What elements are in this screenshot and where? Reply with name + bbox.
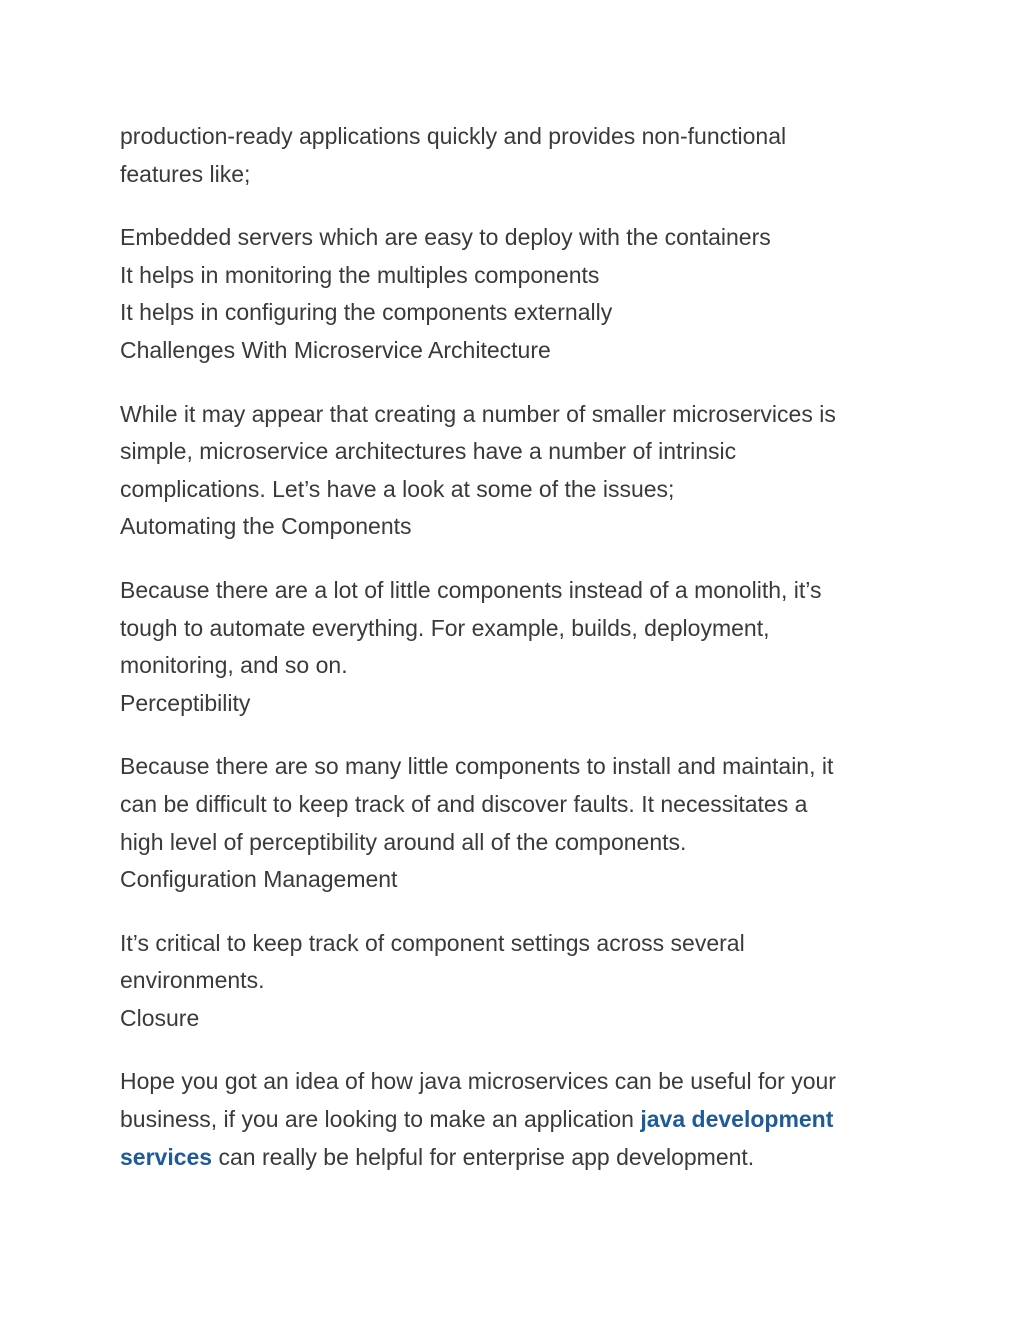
- configuration-paragraph: [120, 925, 910, 1038]
- section-heading-closure: Closure: [120, 1004, 200, 1031]
- configuration-line-2: environments.: [120, 967, 265, 994]
- closure-paragraph: [120, 1063, 910, 1176]
- closure-line-3: [120, 1139, 910, 1177]
- closure-line-2: [120, 1101, 910, 1139]
- intro-line-2: features like;: [120, 160, 251, 187]
- java-development-services-link[interactable]: java development: [640, 1106, 834, 1133]
- automating-line-2: tough to automate everything. For example, builds, deployment,: [120, 614, 770, 641]
- closure-line-2-text: business, if you are looking to make an application: [120, 1106, 641, 1133]
- feature-item: It helps in monitoring the multiples components: [120, 261, 600, 288]
- challenges-line-2: simple, microservice architectures have a number of intrinsic: [120, 438, 737, 465]
- closure-line-1: Hope you got an idea of how java microservices can be useful for your: [120, 1068, 836, 1095]
- document-page: [120, 118, 910, 1202]
- section-heading-perceptibility: Perceptibility: [120, 689, 251, 716]
- automating-line-3: monitoring, and so on.: [120, 652, 348, 679]
- challenges-line-1: While it may appear that creating a number of smaller microservices is: [120, 400, 836, 427]
- feature-item: Embedded servers which are easy to deploy with the containers: [120, 224, 771, 251]
- perceptibility-line-2: can be difficult to keep track of and discover faults. It necessitates a: [120, 790, 808, 817]
- automating-line-1: Because there are a lot of little components instead of a monolith, it’s: [120, 576, 822, 603]
- features-list: [120, 219, 910, 369]
- intro-paragraph: [120, 118, 910, 193]
- automating-paragraph: [120, 572, 910, 722]
- perceptibility-paragraph: [120, 748, 910, 898]
- java-development-services-link-continued[interactable]: services: [120, 1143, 213, 1170]
- perceptibility-line-1: Because there are so many little components to install and maintain, it: [120, 753, 834, 780]
- section-heading-challenges: Challenges With Microservice Architecture: [120, 336, 551, 363]
- section-heading-configuration: Configuration Management: [120, 866, 398, 893]
- intro-line-1: production-ready applications quickly and provides non-functional: [120, 123, 787, 149]
- challenges-line-3: complications. Let’s have a look at some of the issues;: [120, 475, 675, 502]
- section-heading-automating: Automating the Components: [120, 513, 412, 540]
- feature-item: It helps in configuring the components externally: [120, 299, 613, 326]
- perceptibility-line-3: high level of perceptibility around all of the components.: [120, 828, 687, 855]
- closure-line-3-text: can really be helpful for enterprise app development.: [212, 1143, 755, 1170]
- challenges-paragraph: [120, 396, 910, 546]
- configuration-line-1: It’s critical to keep track of component settings across several: [120, 929, 745, 956]
